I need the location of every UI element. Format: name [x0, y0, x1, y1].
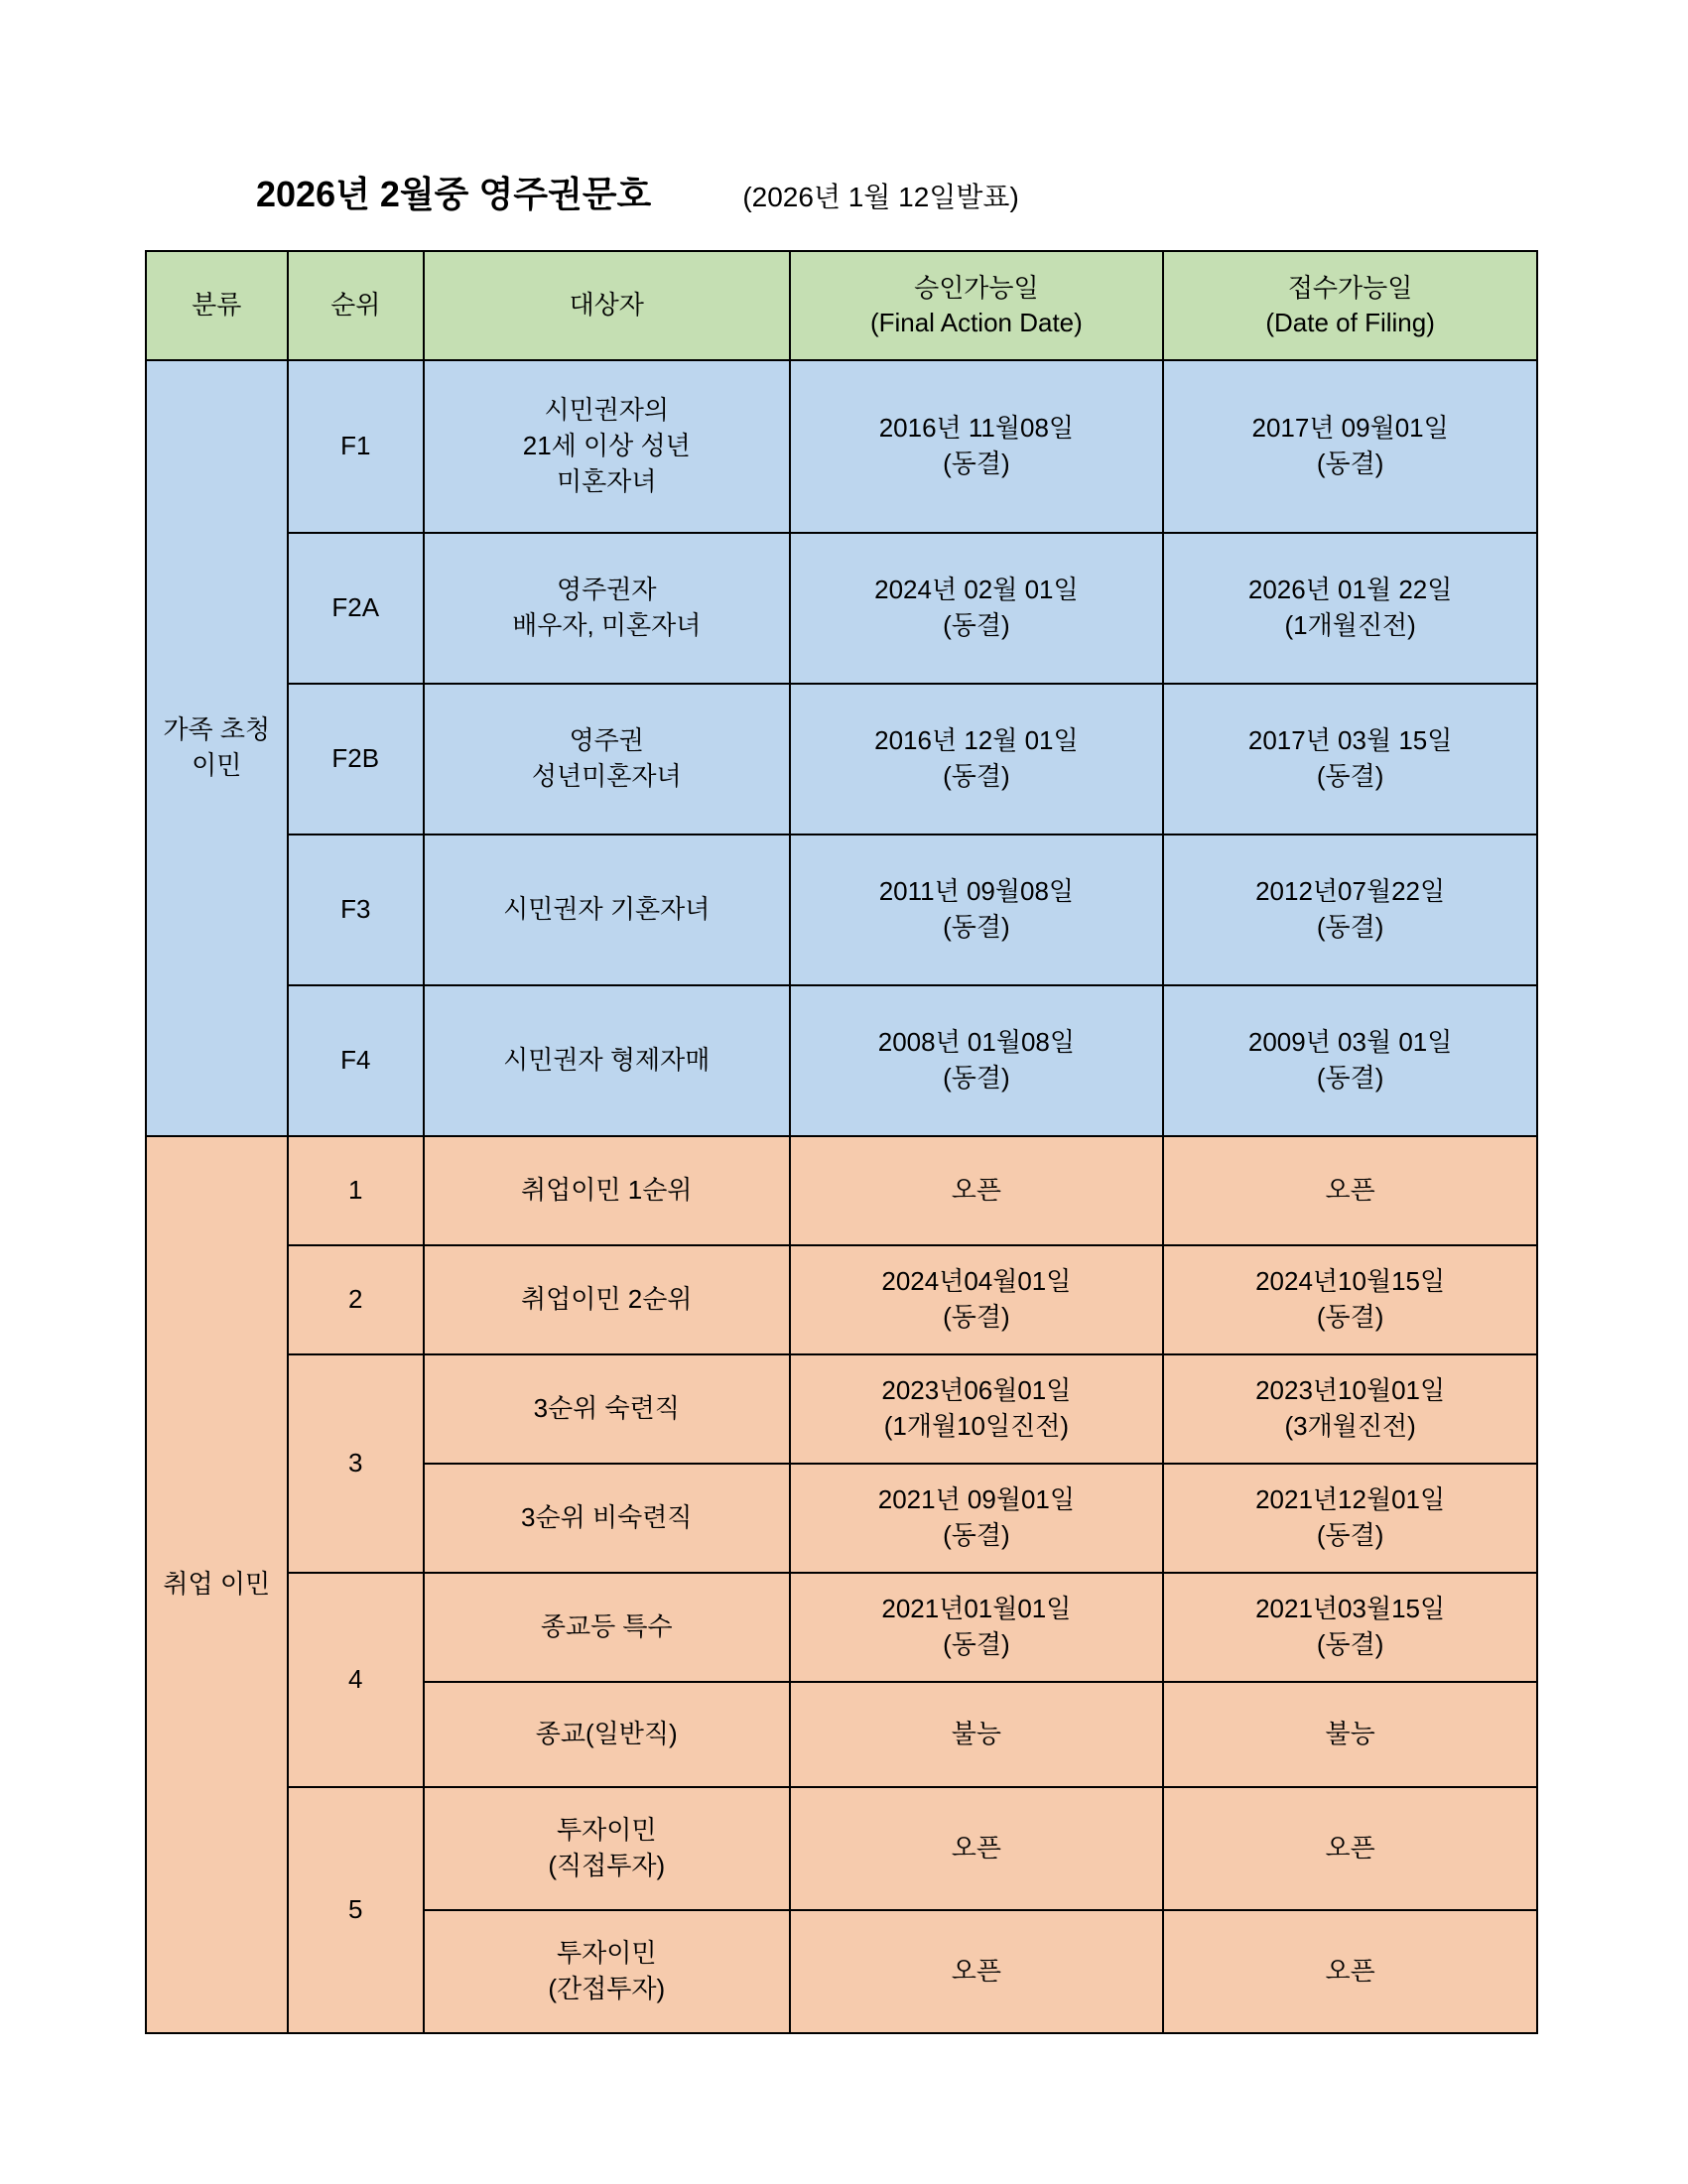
final-action-date-status: (동결)	[943, 610, 1010, 640]
final-action-date-cell: 오픈	[790, 1136, 1164, 1245]
table-row	[146, 1245, 1537, 1354]
category-label-line-2: 초청	[219, 714, 271, 745]
final-action-date-cell	[790, 684, 1164, 835]
final-action-date-cell: 불능	[790, 1682, 1164, 1787]
date-of-filing-status: (동결)	[1316, 912, 1384, 942]
date-of-filing-cell	[1163, 835, 1537, 985]
final-action-date-status: (동결)	[943, 1520, 1010, 1550]
final-action-date-cell	[790, 1464, 1164, 1573]
table-row	[146, 360, 1537, 533]
target-cell: 취업이민 1순위	[424, 1136, 790, 1245]
rank-cell: 5	[288, 1787, 424, 2033]
target-cell	[424, 1910, 790, 2033]
date-of-filing-value: 2012년07월22일	[1255, 876, 1446, 907]
target-cell: 시민권자 형제자매	[424, 985, 790, 1136]
category-label-line-3: 이민	[192, 750, 242, 780]
rank-cell: F2A	[288, 533, 424, 684]
date-of-filing-cell	[1163, 1354, 1537, 1464]
date-of-filing-value: 2009년 03월 01일	[1247, 1027, 1453, 1058]
rank-cell: F3	[288, 835, 424, 985]
category-cell-family	[146, 360, 288, 1136]
column-header-rank: 순위	[288, 251, 424, 360]
column-header-final-action-date-en: (Final Action Date)	[869, 308, 1083, 337]
column-header-date-of-filing	[1163, 251, 1537, 360]
final-action-date-value: 2021년01월01일	[881, 1594, 1072, 1624]
rank-cell: 3	[288, 1354, 424, 1573]
date-of-filing-cell	[1163, 684, 1537, 835]
target-line: (직접투자)	[548, 1851, 666, 1880]
date-of-filing-status: (3개월진전)	[1284, 1411, 1416, 1441]
column-header-category: 분류	[146, 251, 288, 360]
target-line: 시민권자의	[544, 395, 670, 426]
final-action-date-cell	[790, 533, 1164, 684]
target-cell	[424, 1787, 790, 1910]
table-row	[146, 985, 1537, 1136]
final-action-date-cell	[790, 1245, 1164, 1354]
target-cell: 종교(일반직)	[424, 1682, 790, 1787]
final-action-date-cell: 오픈	[790, 1787, 1164, 1910]
date-of-filing-cell	[1163, 1245, 1537, 1354]
final-action-date-value: 2024년 02월 01일	[874, 575, 1079, 605]
table-row	[146, 684, 1537, 835]
target-cell: 취업이민 2순위	[424, 1245, 790, 1354]
rank-cell: 2	[288, 1245, 424, 1354]
final-action-date-status: (동결)	[943, 449, 1010, 478]
date-of-filing-status: (1개월진전)	[1284, 610, 1416, 640]
final-action-date-cell	[790, 1354, 1164, 1464]
rank-cell: 4	[288, 1573, 424, 1787]
page-title-note: (2026년 1월 12일발표)	[742, 182, 1019, 212]
target-line: 투자이민	[557, 1938, 657, 1969]
column-header-target: 대상자	[424, 251, 790, 360]
date-of-filing-value: 2023년10월01일	[1255, 1375, 1446, 1406]
target-cell: 종교등 특수	[424, 1573, 790, 1682]
target-cell: 3순위 비숙련직	[424, 1464, 790, 1573]
table-row	[146, 835, 1537, 985]
final-action-date-status: (동결)	[943, 1629, 1010, 1659]
target-cell: 시민권자 기혼자녀	[424, 835, 790, 985]
date-of-filing-status: (동결)	[1316, 1063, 1384, 1092]
category-label-line-1: 가족	[163, 714, 213, 745]
rank-cell: 1	[288, 1136, 424, 1245]
date-of-filing-cell: 오픈	[1163, 1787, 1537, 1910]
target-cell: 3순위 숙련직	[424, 1354, 790, 1464]
final-action-date-status: (동결)	[943, 912, 1010, 942]
column-header-date-of-filing-ko: 접수가능일	[1287, 272, 1413, 303]
category-label-line-2: 이민	[219, 1569, 271, 1600]
final-action-date-cell	[790, 360, 1164, 533]
date-of-filing-status: (동결)	[1316, 1520, 1384, 1550]
table-body	[146, 360, 1537, 2033]
final-action-date-status: (동결)	[943, 1302, 1010, 1332]
date-of-filing-value: 2017년 09월01일	[1251, 413, 1449, 444]
date-of-filing-cell: 오픈	[1163, 1910, 1537, 2033]
final-action-date-value: 2021년 09월01일	[877, 1484, 1076, 1515]
final-action-date-value: 2023년06월01일	[881, 1375, 1072, 1406]
target-line: 영주권자	[557, 575, 657, 605]
target-cell	[424, 533, 790, 684]
date-of-filing-cell	[1163, 1573, 1537, 1682]
date-of-filing-status: (동결)	[1316, 761, 1384, 791]
date-of-filing-value: 2024년10월15일	[1255, 1266, 1446, 1297]
target-line: 성년미혼자녀	[531, 761, 682, 791]
target-line: 21세 이상 성년	[522, 431, 691, 461]
final-action-date-value: 2008년 01월08일	[877, 1027, 1076, 1058]
date-of-filing-value: 2021년03월15일	[1255, 1594, 1446, 1624]
target-line: 영주권	[569, 725, 644, 756]
final-action-date-cell	[790, 1573, 1164, 1682]
visa-bulletin-table	[145, 250, 1538, 2034]
final-action-date-cell	[790, 835, 1164, 985]
date-of-filing-value: 2026년 01월 22일	[1247, 575, 1453, 605]
table-row	[146, 1573, 1537, 1682]
table-row	[146, 1787, 1537, 1910]
date-of-filing-cell	[1163, 985, 1537, 1136]
final-action-date-status: (1개월10일진전)	[883, 1411, 1070, 1441]
category-cell-employment	[146, 1136, 288, 2033]
document-title-row	[256, 167, 1019, 217]
date-of-filing-value: 2021년12월01일	[1255, 1484, 1446, 1515]
table-row	[146, 533, 1537, 684]
date-of-filing-cell: 불능	[1163, 1682, 1537, 1787]
date-of-filing-status: (동결)	[1316, 1629, 1384, 1659]
target-cell	[424, 684, 790, 835]
target-cell	[424, 360, 790, 533]
final-action-date-cell	[790, 985, 1164, 1136]
date-of-filing-cell	[1163, 360, 1537, 533]
date-of-filing-cell: 오픈	[1163, 1136, 1537, 1245]
date-of-filing-cell	[1163, 1464, 1537, 1573]
table-header-row	[146, 251, 1537, 360]
final-action-date-status: (동결)	[943, 761, 1010, 791]
target-line: 배우자, 미혼자녀	[512, 610, 702, 640]
final-action-date-value: 2024년04월01일	[881, 1266, 1072, 1297]
table-header	[146, 251, 1537, 360]
page-title: 2026년 2월중 영주권문호	[256, 174, 652, 214]
table-row	[146, 1136, 1537, 1245]
target-line: 미혼자녀	[557, 465, 657, 496]
rank-cell: F2B	[288, 684, 424, 835]
date-of-filing-status: (동결)	[1316, 449, 1384, 478]
column-header-final-action-date	[790, 251, 1164, 360]
rank-cell: F1	[288, 360, 424, 533]
date-of-filing-status: (동결)	[1316, 1302, 1384, 1332]
table-row	[146, 1354, 1537, 1464]
final-action-date-cell: 오픈	[790, 1910, 1164, 2033]
date-of-filing-cell	[1163, 533, 1537, 684]
target-line: (간접투자)	[548, 1974, 666, 2003]
column-header-final-action-date-ko: 승인가능일	[914, 272, 1039, 303]
final-action-date-value: 2016년 12월 01일	[874, 725, 1079, 756]
rank-cell: F4	[288, 985, 424, 1136]
column-header-date-of-filing-en: (Date of Filing)	[1265, 308, 1435, 337]
final-action-date-value: 2016년 11월08일	[878, 413, 1075, 444]
final-action-date-status: (동결)	[943, 1063, 1010, 1092]
date-of-filing-value: 2017년 03월 15일	[1247, 725, 1453, 756]
category-label-line-1: 취업	[163, 1569, 213, 1600]
target-line: 투자이민	[557, 1815, 657, 1846]
final-action-date-value: 2011년 09월08일	[878, 876, 1075, 907]
